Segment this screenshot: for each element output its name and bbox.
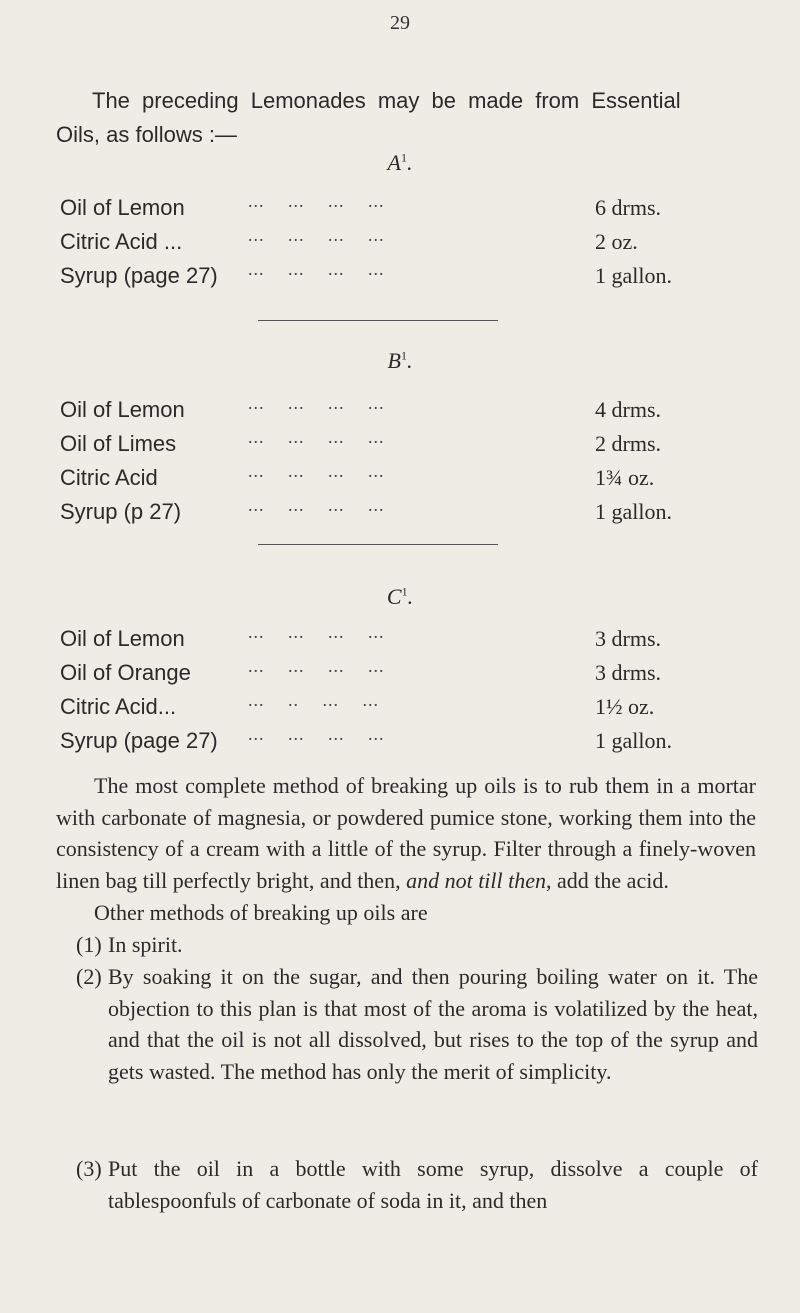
recipe-a-row	[60, 191, 750, 229]
method-text: Put the oil in a bottle with some syrup, dissolve a couple of tablespoonfuls of carbonate of soda in it, and then	[108, 1156, 758, 1213]
method-item-1	[76, 929, 758, 961]
ingredient-name: Oil of Lemon	[60, 626, 185, 651]
method-paragraph: The most complete method of breaking up oils is to rub them in a mortar with carbonate of magnesia, or powdered pumice stone, working them into the consistency of a cream with a little of the syrup. Filter through a finely-woven linen bag till perfectly bright, and then, and not till then, add the acid.	[56, 773, 756, 893]
recipe-c-row	[60, 656, 750, 694]
ingredient-name: Oil of Lemon	[60, 195, 185, 220]
ingredient-quantity: 2 oz.	[595, 229, 638, 254]
leader-dots: ... ... ... ...	[248, 495, 385, 515]
page-number: 29	[390, 12, 410, 34]
recipe-c-row	[60, 724, 750, 762]
method-item-3	[76, 1153, 758, 1216]
method-text: By soaking it on the sugar, and then pouring boiling water on it. The objection to this plan is that most of the aroma is volatilized by the heat, and that the oil is not all dissolved, but rises to the top of the syrup and gets wasted. The method has only the merit of simplicity.	[108, 964, 758, 1084]
leader-dots: ... ... ... ...	[248, 622, 385, 642]
ingredient-name: Oil of Orange	[60, 660, 191, 685]
ingredient-quantity: 1 gallon.	[595, 263, 672, 288]
emphasis-text: and not till then	[406, 867, 547, 893]
leader-dots: ... ... ... ...	[248, 461, 385, 481]
methods-intro: Other methods of breaking up oils are	[94, 900, 428, 925]
ingredient-name: Citric Acid...	[60, 694, 177, 719]
ingredient-name: Syrup (page 27)	[60, 728, 218, 753]
method-number: (2)	[76, 964, 102, 989]
ingredient-quantity: 1¾ oz.	[595, 465, 655, 490]
method-number: (3)	[76, 1156, 102, 1181]
ingredient-name: Syrup (p 27)	[60, 499, 182, 524]
recipe-b-label: $B^1$.	[387, 348, 413, 373]
leader-dots: ... ... ... ...	[248, 393, 385, 413]
leader-dots: ... ... ... ...	[248, 225, 385, 245]
ingredient-quantity: 2 drms.	[595, 431, 661, 456]
ingredient-name: Citric Acid ...	[60, 229, 183, 254]
leader-dots: ... ... ... ...	[248, 656, 385, 676]
method-item-2	[76, 961, 758, 1087]
recipe-b-row	[60, 461, 750, 499]
ingredient-name: Oil of Limes	[60, 431, 177, 456]
ingredient-quantity: 1½ oz.	[595, 694, 655, 719]
recipe-b-row	[60, 427, 750, 465]
ingredient-name: Syrup (page 27)	[60, 263, 218, 288]
recipe-a-row	[60, 225, 750, 263]
recipe-b-row	[60, 495, 750, 533]
recipe-c-label: $C^1$.	[386, 584, 414, 609]
ingredient-quantity: 3 drms.	[595, 626, 661, 651]
recipe-a-label: $A^1$.	[387, 150, 413, 175]
section-divider	[258, 544, 498, 545]
recipe-a-row	[60, 259, 750, 297]
recipe-c-row	[60, 622, 750, 660]
ingredient-quantity: 1 gallon.	[595, 728, 672, 753]
method-text: In spirit.	[108, 932, 183, 957]
leader-dots: ... ... ... ...	[248, 259, 385, 279]
ingredient-quantity: 3 drms.	[595, 660, 661, 685]
leader-dots: ... .. ... ...	[248, 690, 379, 710]
section-divider	[258, 320, 498, 321]
ingredient-quantity: 4 drms.	[595, 397, 661, 422]
recipe-b-row	[60, 393, 750, 431]
ingredient-name: Oil of Lemon	[60, 397, 185, 422]
ingredient-name: Citric Acid	[60, 465, 158, 490]
leader-dots: ... ... ... ...	[248, 724, 385, 744]
recipe-c-row	[60, 690, 750, 728]
ingredient-quantity: 6 drms.	[595, 195, 661, 220]
leader-dots: ... ... ... ...	[248, 191, 385, 211]
intro-text	[56, 84, 756, 152]
ingredient-quantity: 1 gallon.	[595, 499, 672, 524]
leader-dots: ... ... ... ...	[248, 427, 385, 447]
intro-line-2: Oils, as follows :—	[56, 122, 237, 147]
intro-line-1: The preceding Lemonades may be made from Essential	[92, 88, 681, 113]
method-number: (1)	[76, 932, 102, 957]
